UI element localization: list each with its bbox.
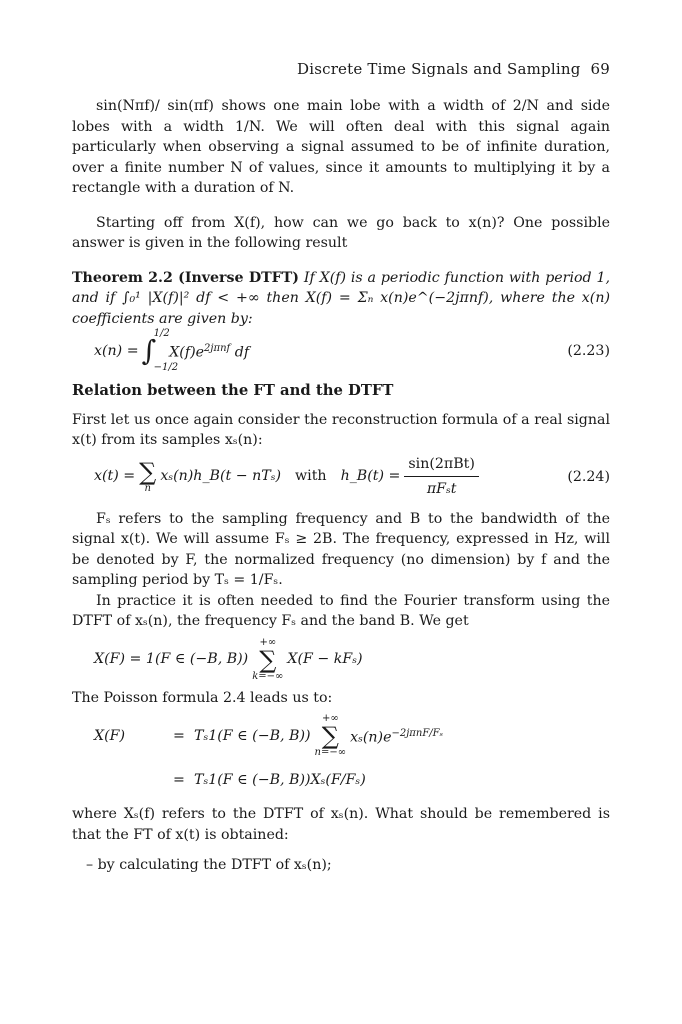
page-number: 69: [590, 60, 610, 78]
eqb-term: [350, 724, 443, 748]
eq224-term: xₛ(n)h_B(t − nTₛ): [160, 468, 282, 485]
equation-number: (2.23): [567, 342, 610, 359]
eqb-row-1: [94, 708, 610, 764]
eq224-fraction: [404, 454, 479, 500]
eqb-row-2: [94, 764, 610, 796]
theorem-heading: Theorem 2.2 (Inverse DTFT): [72, 269, 300, 286]
equation-array-poisson: [94, 708, 610, 796]
eq223-integrand-base: X(f)e: [169, 344, 205, 361]
running-header: [297, 60, 610, 78]
eq224-with: with: [295, 468, 327, 485]
paragraph-sampling-definitions: Fₛ refers to the sampling frequency and B to the bandwidth of the signal x(t). We will assume Fₛ ≥ 2B. The frequency, expressed in Hz, will be denoted by F, the normalized frequency (no dimension) by f and the sampling period by Tₛ = 1/Fₛ.: [72, 510, 610, 588]
eq223-lower-limit: −1/2: [153, 362, 179, 373]
paragraph-remember: where Xₛ(f) refers to the DTFT of xₛ(n). What should be remembered is that the FT of x(t) is obtained:: [72, 806, 610, 843]
eqb-equals-1: =: [173, 727, 185, 744]
eqb-lhs: X(F): [94, 727, 126, 744]
equation-number: (2.24): [567, 468, 610, 485]
integral-sign: ∫ 1/2 −1/2: [141, 328, 179, 373]
eq224-lhs: x(t) =: [94, 468, 136, 485]
equation-2-24: [72, 451, 610, 503]
eqa-upper: +∞: [259, 636, 277, 648]
eq224-sum: [139, 457, 157, 494]
eqb-exponent: −2jπnF/Fₛ: [391, 727, 443, 739]
text-body: [72, 96, 610, 876]
equation-2-23: [72, 329, 610, 373]
paragraph-reconstruction: First let us once again consider the reconstruction formula of a real signal x(t) from its samples xₛ(n):: [72, 411, 610, 448]
section-heading: Relation between the FT and the DTFT: [72, 382, 394, 399]
eq223-integrand: [169, 339, 249, 363]
sigma-icon: ∑: [321, 722, 339, 750]
eqa-lower: k=−∞: [252, 670, 284, 682]
eq223-lhs: x(n) =: [94, 342, 139, 359]
bullet-item: – by calculating the DTFT of xₛ(n);: [86, 857, 332, 873]
eq224-numerator: sin(2πBt): [404, 454, 479, 478]
eqb-prefactor: Tₛ1(F ∈ (−B, B)): [194, 727, 311, 744]
paragraph-poisson: The Poisson formula 2.4 leads us to:: [72, 689, 333, 706]
sigma-icon: ∑: [139, 457, 157, 486]
paragraph-inverse-question: Starting off from X(f), how can we go back to x(n)? One possible answer is given in the following result: [72, 214, 610, 251]
eq223-upper-limit: 1/2: [153, 328, 170, 339]
theorem-statement: If X(f) is a periodic function with period 1, and if ∫₀¹ |X(f)|² df < +∞ then X(f) = Σₙ x(n)e^(−2jπnf), where the x(n) coefficients are given by:: [72, 269, 611, 327]
eqb-upper: +∞: [321, 713, 339, 724]
sigma-icon: ∑: [259, 645, 277, 674]
eqb-equals-2: =: [173, 771, 185, 788]
eq224-h: h_B(t) =: [340, 468, 401, 485]
eq223-exponent: 2jπnf: [204, 342, 231, 354]
eqa-lhs: X(F) = 1(F ∈ (−B, B)): [94, 651, 249, 668]
running-title: Discrete Time Signals and Sampling: [296, 60, 581, 78]
eqa-term: X(F − kFₛ): [287, 651, 363, 668]
paragraph-practice: In practice it is often needed to find the Fourier transform using the DTFT of xₛ(n), the frequency Fₛ and the band B. We get: [72, 592, 610, 629]
paragraph-sinc-lobes: sin(Nπf)/ sin(πf) shows one main lobe with a width of 2/N and side lobes with a width 1/N. We will often deal with this signal again particularly when observing a signal assumed to be of infinite duration, over a finite number N of values, since it amounts to multiplying it by a rectangle with a duration of N.: [72, 98, 610, 196]
eqb-sum: [315, 714, 347, 758]
eq224-sum-index: n: [144, 482, 151, 494]
eqb-lower: n=−∞: [314, 747, 347, 758]
eqb-row2: Tₛ1(F ∈ (−B, B))Xₛ(F/Fₛ): [194, 771, 366, 788]
eq223-df: df: [234, 344, 250, 361]
eqb-term-base: xₛ(n)e: [350, 729, 392, 746]
equation-ft-from-periodic: [72, 632, 610, 688]
theorem-2-2: [72, 268, 610, 330]
eqa-sum: [252, 638, 283, 682]
eq224-denominator: πFₛt: [426, 481, 457, 497]
